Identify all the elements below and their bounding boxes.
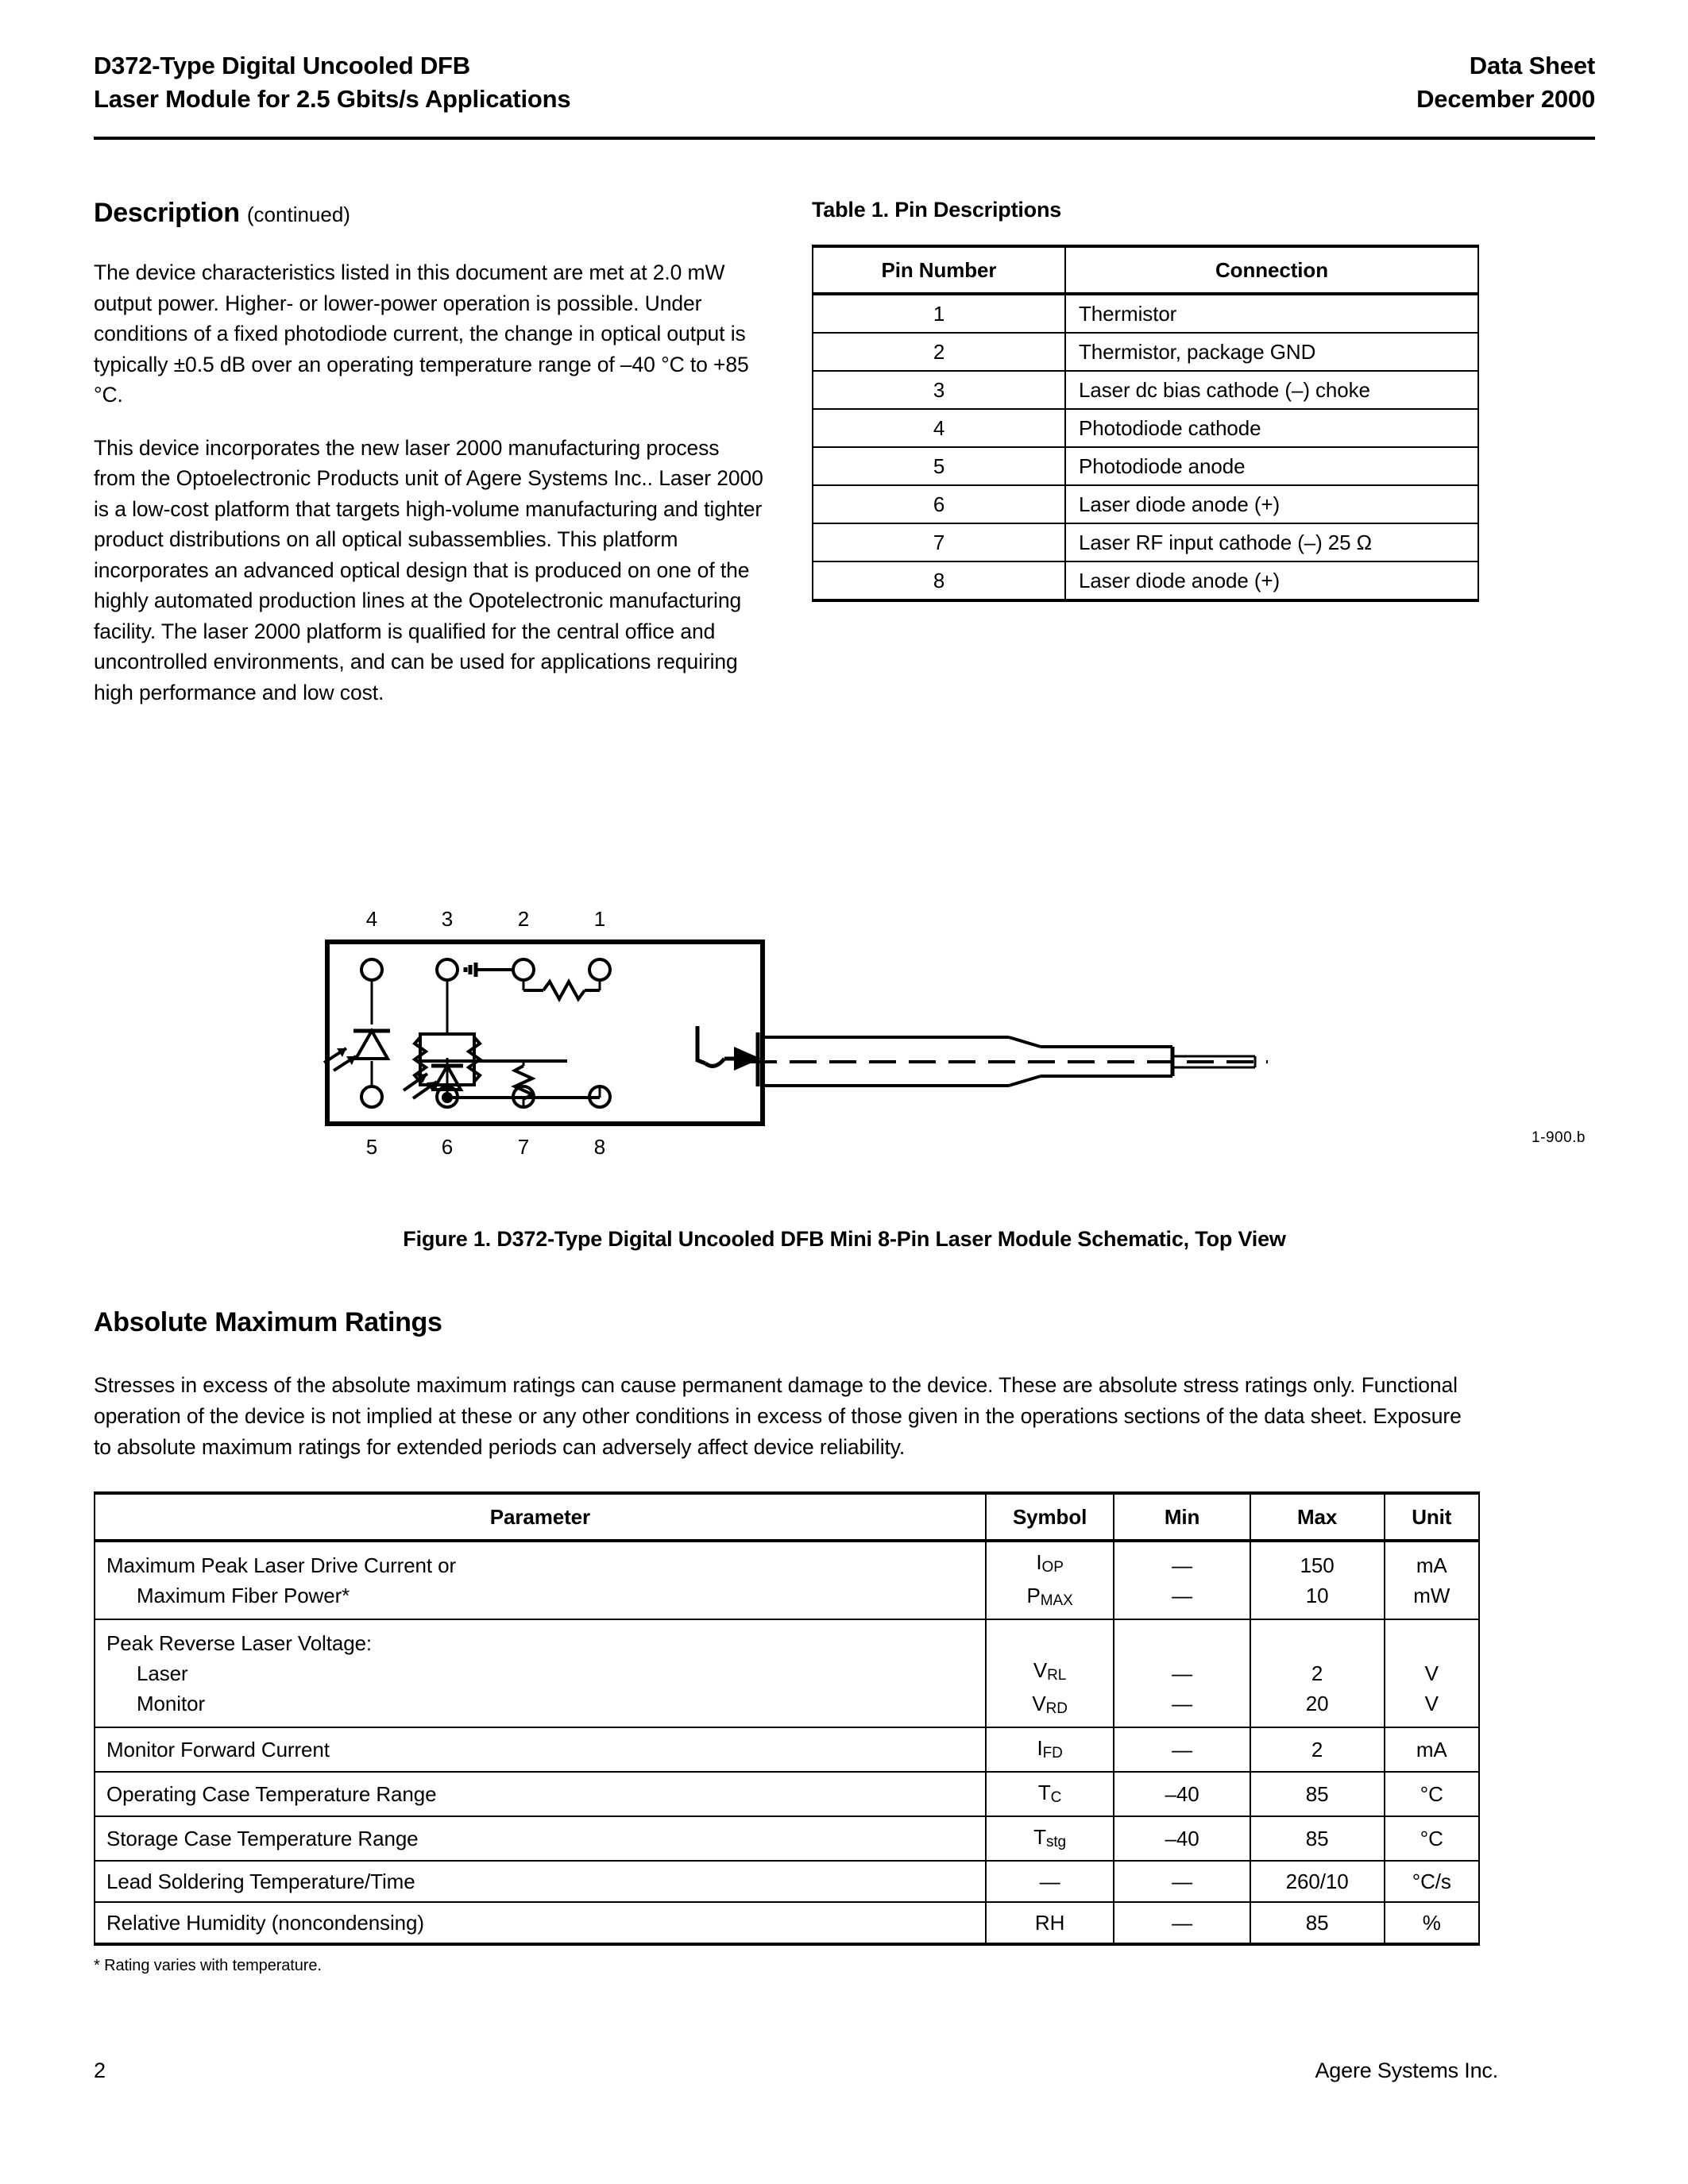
max-cell: 260/10 xyxy=(1250,1861,1385,1902)
description-heading-text: Description xyxy=(94,198,240,228)
document-type: Data Sheet xyxy=(1469,52,1595,79)
thermistor-bias-resistor xyxy=(543,982,585,999)
description-section xyxy=(94,197,765,708)
min-cell: — xyxy=(1114,1727,1250,1772)
table-row xyxy=(95,1816,1479,1861)
document-meta xyxy=(1416,49,1595,116)
table-row xyxy=(813,561,1478,600)
column-header-symbol: Symbol xyxy=(986,1493,1114,1541)
description-heading-continued: (continued) xyxy=(246,203,350,226)
pin-connection-cell: Laser dc bias cathode (–) choke xyxy=(1065,371,1478,409)
table-row xyxy=(95,1541,1479,1619)
page-header xyxy=(94,49,1595,116)
pin-connection-cell: Laser diode anode (+) xyxy=(1065,561,1478,600)
max-cell: 150 10 xyxy=(1250,1541,1385,1619)
symbol-cell: $T_{stg}$ xyxy=(986,1816,1114,1861)
pin-number-cell: 7 xyxy=(813,523,1065,561)
pin-label-bottom-5: 5 xyxy=(365,1135,378,1159)
table-row xyxy=(95,1772,1479,1816)
max-cell: 85 xyxy=(1250,1902,1385,1944)
table-row xyxy=(813,523,1478,561)
pin-label-top-3: 3 xyxy=(441,907,454,931)
pin-label-bottom-7: 7 xyxy=(517,1135,530,1159)
unit-cell: % xyxy=(1385,1902,1479,1944)
pin-descriptions-section xyxy=(812,197,1479,602)
column-header-connection: Connection xyxy=(1065,246,1478,294)
column-header-parameter: Parameter xyxy=(95,1493,986,1541)
table-row xyxy=(95,1861,1479,1902)
document-date: December 2000 xyxy=(1416,85,1595,113)
pin-number-cell: 4 xyxy=(813,409,1065,447)
unit-cell: mA mW xyxy=(1385,1541,1479,1619)
pin-connection-cell: Laser RF input cathode (–) 25 Ω xyxy=(1065,523,1478,561)
unit-cell: mA xyxy=(1385,1727,1479,1772)
pad-5 xyxy=(361,1086,382,1107)
parameter-cell: Storage Case Temperature Range xyxy=(95,1816,986,1861)
absolute-maximum-ratings-table xyxy=(94,1491,1480,1946)
table-header-row xyxy=(813,246,1478,294)
min-cell: — — xyxy=(1114,1619,1250,1727)
ratings-footnote: * Rating varies with temperature. xyxy=(94,1957,322,1974)
symbol-cell: $I_{OP}$ $P_{MAX}$ xyxy=(986,1541,1114,1619)
header-divider xyxy=(94,137,1595,140)
description-paragraph-2: This device incorporates the new laser 2000 manufacturing process from the Optoelectronic Products unit of Agere Systems Inc.. Laser 2000 is a low-cost platform that targets high-volume manufacturing and tighter product distributions on all optical subassemblies. This platform incorporates an advanced optical design that is produced on one of the highly automated production lines at the Opotelectronic manufacturing facility. The laser 2000 platform is qualified for the central office and uncontrolled environments, and can be used for applications requiring high performance and low cost. xyxy=(94,435,763,704)
column-header-unit: Unit xyxy=(1385,1493,1479,1541)
parameter-cell: Relative Humidity (noncondensing) xyxy=(95,1902,986,1944)
company-name: Agere Systems Inc. xyxy=(1315,2059,1498,2082)
table-row xyxy=(813,294,1478,333)
pin-table-caption: Table 1. Pin Descriptions xyxy=(812,198,1062,222)
rf-resistor-zigzag xyxy=(515,1066,532,1099)
description-paragraph-1: The device characteristics listed in this document are met at 2.0 mW output power. Higher- or lower-power operation is possible. Under conditions of a fixed photodiode current, the change in optical output is typically ±0.5 dB over an operating temperature range of –40 °C to +85 °C. xyxy=(94,260,749,407)
pad-3 xyxy=(437,959,458,980)
max-cell: 85 xyxy=(1250,1772,1385,1816)
pin-table-body xyxy=(813,294,1478,600)
pin-number-cell: 6 xyxy=(813,485,1065,523)
max-cell: 2 20 xyxy=(1250,1619,1385,1727)
pin-label-top-4: 4 xyxy=(365,907,378,931)
symbol-cell: $I_{FD}$ xyxy=(986,1727,1114,1772)
optical-output-symbol xyxy=(697,1026,761,1086)
absolute-maximum-ratings-section xyxy=(94,1306,1480,1975)
symbol-cell: $T_C$ xyxy=(986,1772,1114,1816)
ratings-intro-paragraph: Stresses in excess of the absolute maximum ratings can cause permanent damage to the device. These are absolute stress ratings only. Functional operation of the device is not implied at these or any other conditions in excess of those given in the operations sections of the data sheet. Exposure to absolute maximum ratings for extended periods can adversely affect device reliability. xyxy=(94,1373,1462,1459)
max-cell: 85 xyxy=(1250,1816,1385,1861)
unit-cell: °C xyxy=(1385,1816,1479,1861)
column-header-max: Max xyxy=(1250,1493,1385,1541)
min-cell: — — xyxy=(1114,1541,1250,1619)
pin-connection-cell: Thermistor xyxy=(1065,294,1478,333)
page-number: 2 xyxy=(94,2059,106,2082)
unit-cell: °C/s xyxy=(1385,1861,1479,1902)
parameter-cell: Peak Reverse Laser Voltage: Laser Monitor xyxy=(95,1619,986,1727)
symbol-cell: RH xyxy=(986,1902,1114,1944)
ground-symbol xyxy=(465,963,513,977)
fiber-pigtail xyxy=(750,1037,1268,1086)
table-row xyxy=(95,1619,1479,1727)
ratings-table-body xyxy=(95,1541,1479,1944)
parameter-cell: Monitor Forward Current xyxy=(95,1727,986,1772)
pin-number-cell: 2 xyxy=(813,333,1065,371)
unit-cell: °C xyxy=(1385,1772,1479,1816)
page-footer xyxy=(94,2059,1498,2083)
table-row xyxy=(813,447,1478,485)
pin-label-bottom-8: 8 xyxy=(593,1135,606,1159)
pin-label-bottom-6: 6 xyxy=(441,1135,454,1159)
min-cell: — xyxy=(1114,1902,1250,1944)
min-cell: — xyxy=(1114,1861,1250,1902)
min-cell: –40 xyxy=(1114,1816,1250,1861)
document-title xyxy=(94,49,570,116)
pin-number-cell: 8 xyxy=(813,561,1065,600)
document-title-line1: D372-Type Digital Uncooled DFB xyxy=(94,52,470,79)
table-row xyxy=(95,1902,1479,1944)
parameter-cell: Operating Case Temperature Range xyxy=(95,1772,986,1816)
pin-number-cell: 5 xyxy=(813,447,1065,485)
schematic-drawing xyxy=(94,889,1595,1207)
figure-schematic xyxy=(94,889,1595,1207)
unit-cell: V V xyxy=(1385,1619,1479,1727)
parameter-cell: Maximum Peak Laser Drive Current or Maximum Fiber Power* xyxy=(95,1541,986,1619)
pin-connection-cell: Photodiode cathode xyxy=(1065,409,1478,447)
ratings-heading: Absolute Maximum Ratings xyxy=(94,1307,442,1337)
pin-number-cell: 1 xyxy=(813,294,1065,333)
pad-4 xyxy=(361,959,382,980)
column-header-min: Min xyxy=(1114,1493,1250,1541)
column-header-pin-number: Pin Number xyxy=(813,246,1065,294)
table-row xyxy=(813,409,1478,447)
pin-descriptions-table xyxy=(812,245,1479,602)
table-row xyxy=(813,371,1478,409)
pad-1 xyxy=(589,959,610,980)
description-heading xyxy=(94,197,765,230)
table-header-row xyxy=(95,1493,1479,1541)
symbol-cell: — xyxy=(986,1861,1114,1902)
symbol-cell: $V_{RL}$ $V_{RD}$ xyxy=(986,1619,1114,1727)
table-row xyxy=(813,485,1478,523)
pin-number-cell: 3 xyxy=(813,371,1065,409)
photodiode-symbol xyxy=(356,1031,388,1059)
pad-2 xyxy=(513,959,534,980)
figure-reference-code: 1-900.b xyxy=(1532,1129,1586,1146)
min-cell: –40 xyxy=(1114,1772,1250,1816)
pin-label-top-2: 2 xyxy=(517,907,530,931)
pin-connection-cell: Laser diode anode (+) xyxy=(1065,485,1478,523)
pin-label-top-1: 1 xyxy=(593,907,606,931)
pin-connection-cell: Photodiode anode xyxy=(1065,447,1478,485)
document-title-line2: Laser Module for 2.5 Gbits/s Applications xyxy=(94,85,571,113)
table-row xyxy=(813,333,1478,371)
parameter-cell: Lead Soldering Temperature/Time xyxy=(95,1861,986,1902)
figure-caption: Figure 1. D372-Type Digital Uncooled DFB Mini 8-Pin Laser Module Schematic, Top View xyxy=(403,1227,1286,1251)
pin-connection-cell: Thermistor, package GND xyxy=(1065,333,1478,371)
max-cell: 2 xyxy=(1250,1727,1385,1772)
table-row xyxy=(95,1727,1479,1772)
